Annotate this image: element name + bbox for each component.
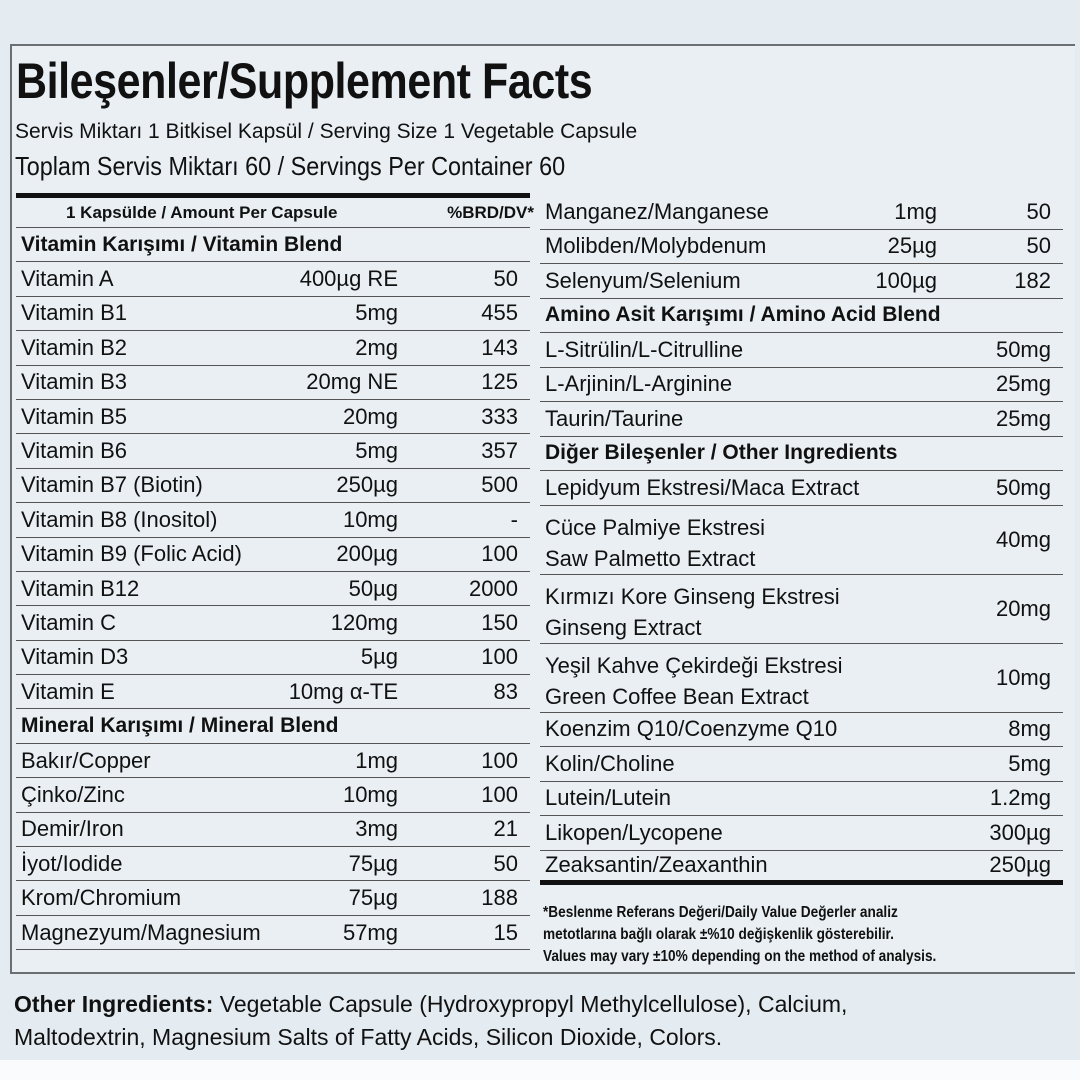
table-row xyxy=(16,778,530,812)
nutrient-amount: 25µg xyxy=(887,233,937,259)
nutrient-dv: 21 xyxy=(493,816,518,842)
nutrient-dv: 50 xyxy=(1026,233,1051,259)
other-section-heading: Diğer Bileşenler / Other Ingredients xyxy=(540,437,1063,472)
amount-header: 1 Kapsülde / Amount Per Capsule xyxy=(66,202,338,222)
ingredient-amount: 5mg xyxy=(1008,750,1051,776)
nutrient-amount: 400µg RE xyxy=(299,266,398,292)
nutrient-dv: 2000 xyxy=(469,575,518,601)
nutrient-name: Manganez/Manganese xyxy=(545,198,769,224)
ingredient-name-line1: Kırmızı Kore Ginseng Ekstresi xyxy=(545,583,840,609)
ingredient-name xyxy=(545,581,840,643)
nutrient-name: Magnezyum/Magnesium xyxy=(21,919,261,945)
table-row xyxy=(540,644,1063,713)
bottom-strip xyxy=(0,1060,1080,1080)
nutrient-dv: 150 xyxy=(481,609,518,635)
nutrient-dv: 83 xyxy=(493,678,518,704)
ingredient-amount: 25mg xyxy=(995,405,1051,431)
ingredient-name: L-Sitrülin/L-Citrulline xyxy=(545,336,744,362)
nutrient-dv: 50 xyxy=(1026,198,1051,224)
nutrient-amount: 200µg xyxy=(336,541,398,567)
ingredient-name xyxy=(545,512,765,574)
ingredient-amount: 250µg xyxy=(989,852,1051,878)
nutrient-amount: 100µg xyxy=(875,267,937,293)
table-row xyxy=(540,782,1063,817)
other-ingredients-text-2: Maltodextrin, Magnesium Salts of Fatty Acids, Silicon Dioxide, Colors. xyxy=(14,1024,723,1050)
nutrient-amount: 10mg α-TE xyxy=(288,678,398,704)
amino-section-heading: Amino Asit Karışımı / Amino Acid Blend xyxy=(540,299,1063,334)
ingredient-name-line2: Saw Palmetto Extract xyxy=(545,545,756,571)
nutrient-dv: 125 xyxy=(481,369,518,395)
ingredient-amount: 40mg xyxy=(995,526,1051,552)
nutrient-name: Çinko/Zinc xyxy=(21,781,125,807)
nutrient-dv: 50 xyxy=(493,266,518,292)
table-row xyxy=(16,916,530,950)
nutrient-name: Vitamin B8 (Inositol) xyxy=(21,506,218,532)
nutrient-name: Vitamin D3 xyxy=(21,644,129,670)
table-row xyxy=(540,264,1063,299)
ingredient-name: Zeaksantin/Zeaxanthin xyxy=(545,852,768,878)
ingredient-amount: 50mg xyxy=(995,336,1051,362)
nutrient-amount: 1mg xyxy=(355,747,398,773)
nutrient-dv: 50 xyxy=(493,850,518,876)
nutrient-name: Vitamin B1 xyxy=(21,300,127,326)
table-row xyxy=(16,675,530,709)
nutrient-amount: 50µg xyxy=(348,575,398,601)
other-ingredients xyxy=(14,988,1074,1054)
table-row xyxy=(540,333,1063,368)
nutrient-name: Vitamin B9 (Folic Acid) xyxy=(21,541,242,567)
table-row xyxy=(16,434,530,468)
nutrient-amount: 10mg xyxy=(342,781,398,807)
ingredient-amount: 8mg xyxy=(1008,716,1051,742)
ingredient-name: Taurin/Taurine xyxy=(545,405,684,431)
nutrient-amount: 3mg xyxy=(355,816,398,842)
table-row xyxy=(16,641,530,675)
nutrient-name: Vitamin B12 xyxy=(21,575,140,601)
nutrient-name: Selenyum/Selenium xyxy=(545,267,741,293)
nutrient-dv: 500 xyxy=(481,472,518,498)
ingredient-amount: 300µg xyxy=(989,819,1051,845)
ingredient-amount: 10mg xyxy=(995,664,1051,690)
nutrient-name: Bakır/Copper xyxy=(21,747,151,773)
other-ingredients-text-1: Vegetable Capsule (Hydroxypropyl Methylcellulose), Calcium, xyxy=(213,991,848,1017)
nutrient-dv: 357 xyxy=(481,438,518,464)
nutrient-name: Vitamin B2 xyxy=(21,334,127,360)
left-header-row xyxy=(16,198,534,228)
nutrient-dv: 188 xyxy=(481,885,518,911)
nutrient-dv: 100 xyxy=(481,747,518,773)
nutrient-name: Vitamin C xyxy=(21,609,116,635)
nutrient-amount: 20mg xyxy=(342,403,398,429)
nutrient-dv: 143 xyxy=(481,334,518,360)
nutrient-name: Vitamin B7 (Biotin) xyxy=(21,472,203,498)
nutrient-dv: 100 xyxy=(481,541,518,567)
table-row xyxy=(16,400,530,434)
servings-per-container: Toplam Servis Miktarı 60 / Servings Per Container 60 xyxy=(15,151,566,181)
nutrient-amount: 1mg xyxy=(894,198,937,224)
table-row xyxy=(16,813,530,847)
table-row xyxy=(540,575,1063,644)
nutrient-name: Vitamin B5 xyxy=(21,403,127,429)
table-row xyxy=(16,606,530,640)
nutrient-amount: 120mg xyxy=(330,609,398,635)
table-row xyxy=(540,713,1063,748)
table-row xyxy=(540,851,1063,886)
table-row xyxy=(540,747,1063,782)
nutrient-amount: 10mg xyxy=(342,506,398,532)
nutrient-name: Vitamin B6 xyxy=(21,438,127,464)
other-ingredients-label: Other Ingredients: xyxy=(14,991,214,1017)
ingredient-amount: 1.2mg xyxy=(989,785,1051,811)
ingredient-name: Likopen/Lycopene xyxy=(545,819,723,845)
nutrient-dv: 333 xyxy=(481,403,518,429)
nutrient-dv: 182 xyxy=(1014,267,1051,293)
ingredient-name: Kolin/Choline xyxy=(545,750,675,776)
ingredient-name xyxy=(545,650,843,712)
ingredient-name: Koenzim Q10/Coenzyme Q10 xyxy=(545,716,838,742)
nutrient-name: Krom/Chromium xyxy=(21,885,182,911)
nutrient-amount: 75µg xyxy=(348,850,398,876)
table-row xyxy=(16,881,530,915)
right-column xyxy=(540,193,1063,885)
vitamin-section-heading: Vitamin Karışımı / Vitamin Blend xyxy=(16,228,530,262)
ingredient-name-line1: Cüce Palmiye Ekstresi xyxy=(545,514,766,540)
ingredient-amount: 20mg xyxy=(995,595,1051,621)
table-row xyxy=(540,230,1063,265)
nutrient-dv: 455 xyxy=(481,300,518,326)
table-row xyxy=(540,368,1063,403)
table-row xyxy=(16,331,530,365)
ingredient-name: Lutein/Lutein xyxy=(545,785,671,811)
nutrient-amount: 20mg NE xyxy=(306,369,398,395)
table-row xyxy=(540,506,1063,575)
table-row xyxy=(16,503,530,537)
nutrient-amount: 5mg xyxy=(355,438,398,464)
table-row xyxy=(16,297,530,331)
table-row xyxy=(16,538,530,572)
nutrient-dv: - xyxy=(510,506,518,532)
ingredient-name: L-Arjinin/L-Arginine xyxy=(545,371,733,397)
nutrient-amount: 5mg xyxy=(355,300,398,326)
nutrient-name: Demir/Iron xyxy=(21,816,124,842)
ingredient-amount: 25mg xyxy=(995,371,1051,397)
ingredient-amount: 50mg xyxy=(995,474,1051,500)
ingredient-name-line1: Yeşil Kahve Çekirdeği Ekstresi xyxy=(545,652,843,678)
nutrient-amount: 75µg xyxy=(348,885,398,911)
nutrient-name: Vitamin B3 xyxy=(21,369,127,395)
ingredient-name: Lepidyum Ekstresi/Maca Extract xyxy=(545,474,860,500)
table-row xyxy=(16,847,530,881)
nutrient-amount: 57mg xyxy=(342,919,398,945)
nutrient-dv: 100 xyxy=(481,781,518,807)
nutrient-dv: 100 xyxy=(481,644,518,670)
ingredient-name-line2: Green Coffee Bean Extract xyxy=(545,683,809,709)
table-row xyxy=(540,471,1063,506)
nutrient-name: İyot/Iodide xyxy=(21,850,123,876)
table-row xyxy=(16,262,530,296)
table-row xyxy=(16,572,530,606)
nutrient-amount: 5µg xyxy=(360,644,398,670)
nutrient-amount: 250µg xyxy=(336,472,398,498)
ingredient-name-line2: Ginseng Extract xyxy=(545,614,702,640)
nutrient-name: Vitamin A xyxy=(21,266,114,292)
dv-header: %BRD/DV* xyxy=(447,202,534,222)
nutrient-amount: 2mg xyxy=(355,334,398,360)
table-row xyxy=(540,402,1063,437)
serving-size: Servis Miktarı 1 Bitkisel Kapsül / Serving Size 1 Vegetable Capsule xyxy=(15,120,638,143)
daily-value-footnote: *Beslenme Referans Değeri/Daily Value Değerler analiz metotlarına bağlı olarak ±%10 değişkenlik gösterebilir. Values may vary ±10% depending on the method of analysis. xyxy=(543,904,937,965)
table-row xyxy=(16,366,530,400)
table-row xyxy=(16,744,530,778)
page-title: Bileşenler/Supplement Facts xyxy=(16,53,593,109)
nutrient-name: Molibden/Molybdenum xyxy=(545,233,767,259)
nutrient-dv: 15 xyxy=(493,919,518,945)
left-column xyxy=(16,193,534,950)
mineral-section-heading: Mineral Karışımı / Mineral Blend xyxy=(16,709,530,743)
nutrient-name: Vitamin E xyxy=(21,678,115,704)
table-row xyxy=(540,816,1063,851)
table-row xyxy=(16,469,530,503)
table-row xyxy=(540,195,1063,230)
